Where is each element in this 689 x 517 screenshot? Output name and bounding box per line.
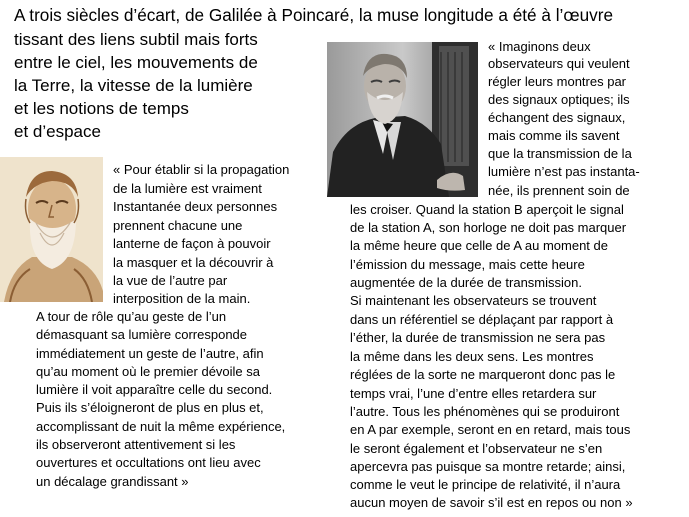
- title-line: la Terre, la vitesse de la lumière: [14, 76, 253, 95]
- quote-line: de la station A, son horloge ne doit pas marquer: [350, 220, 627, 235]
- quote-line: Si maintenant les observateurs se trouvent: [350, 293, 597, 308]
- quote-line: la masquer et la découvrir à: [113, 255, 274, 270]
- slide-title: A trois siècles d’écart, de Galilée à Poincaré, la muse longitude a été à l’œuvre: [14, 5, 614, 25]
- quote-line: ouvertures et occultations ont lieu avec: [36, 455, 261, 470]
- quote-line: la vue de l’autre par: [113, 273, 228, 288]
- quote-line: l’éther, la durée de transmission ne sera pas: [350, 330, 606, 345]
- title-line: entre le ciel, les mouvements de: [14, 53, 258, 72]
- quote-line: Puis ils s’éloigneront de plus en plus et,: [36, 400, 264, 415]
- quote-line: Instantanée deux personnes: [113, 199, 278, 214]
- quote-line: A tour de rôle qu’au geste de l’un: [36, 309, 227, 324]
- poincare-portrait: [327, 42, 478, 197]
- quote-line: démasquant sa lumière corresponde: [36, 327, 248, 342]
- quote-line: née, ils prennent soin de: [488, 183, 630, 198]
- quote-line: aucun moyen de savoir s’il est en repos ou non »: [350, 495, 633, 510]
- quote-line: « Pour établir si la propagation: [113, 162, 290, 177]
- quote-line: lumière n’est pas instanta-: [488, 164, 640, 179]
- quote-line: interposition de la main.: [113, 291, 251, 306]
- quote-line: qu’au moment où le premier dévoile sa: [36, 364, 261, 379]
- quote-line: temps vrai, l’une d’entre elles retardera sur: [350, 386, 597, 401]
- quote-line: ils observeront attentivement si les: [36, 437, 236, 452]
- quote-line: le seront également et l’observateur ne s’en: [350, 441, 603, 456]
- quote-line: réglées de la sorte ne marqueront donc pas le: [350, 367, 616, 382]
- quote-line: régler leurs montres par: [488, 74, 626, 89]
- quote-line: apercevra pas puisque sa montre retarde; ainsi,: [350, 459, 626, 474]
- quote-line: dans un référentiel se déplaçant par rapport à: [350, 312, 614, 327]
- quote-line: l’émission du message, mais cette heure: [350, 257, 585, 272]
- quote-line: un décalage grandissant »: [36, 474, 189, 489]
- quote-line: accomplissant de nuit la même expérience,: [36, 419, 286, 434]
- quote-line: lanterne de façon à pouvoir: [113, 236, 271, 251]
- quote-line: augmentée de la durée de transmission.: [350, 275, 582, 290]
- quote-line: la même dans les deux sens. Les montres: [350, 349, 594, 364]
- quote-line: comme le veut le principe de relativité, il n’aura: [350, 477, 621, 492]
- quote-line: observateurs qui veulent: [488, 56, 630, 71]
- quote-line: que la transmission de la: [488, 146, 632, 161]
- quote-line: l’autre. Tous les phénomènes qui se produiront: [350, 404, 620, 419]
- title-line: tissant des liens subtil mais forts: [14, 30, 258, 49]
- quote-line: immédiatement un geste de l’autre, afin: [36, 346, 264, 361]
- quote-line: la même heure que celle de A au moment de: [350, 238, 608, 253]
- quote-line: des signaux optiques; ils: [488, 92, 630, 107]
- quote-line: prennent chacune une: [113, 218, 243, 233]
- quote-line: de la lumière est vraiment: [113, 181, 262, 196]
- title-line: et les notions de temps: [14, 99, 189, 118]
- title-line: et d’espace: [14, 122, 101, 141]
- quote-line: « Imaginons deux: [488, 39, 591, 54]
- quote-line: mais comme ils savent: [488, 128, 620, 143]
- galilee-portrait: [0, 157, 103, 302]
- quote-line: en A par exemple, seront en en retard, mais tous: [350, 422, 631, 437]
- quote-line: les croiser. Quand la station B aperçoit le signal: [350, 202, 624, 217]
- quote-line: échangent des signaux,: [488, 110, 626, 125]
- quote-line: lumière il voit apparaître celle du second.: [36, 382, 273, 397]
